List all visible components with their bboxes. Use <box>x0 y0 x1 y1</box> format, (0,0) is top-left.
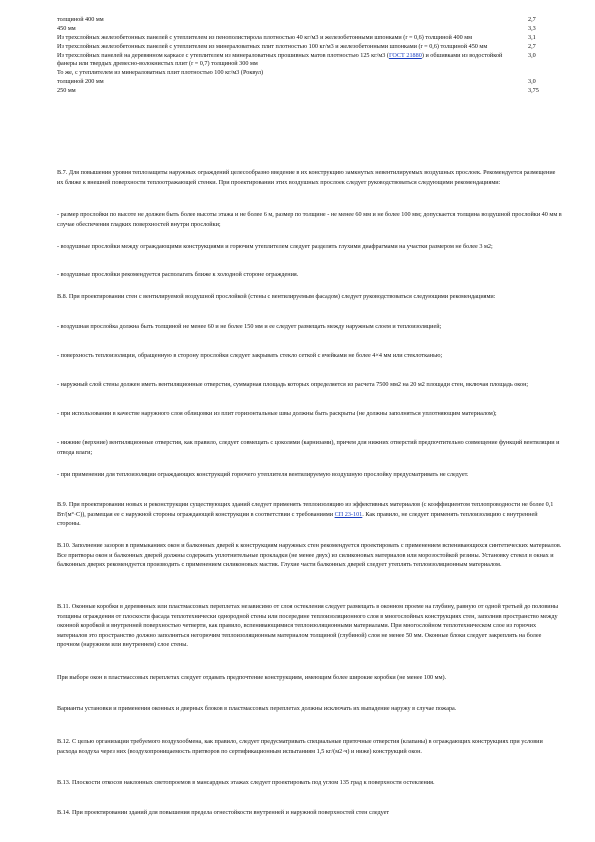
table-cell-value: 2,7 <box>528 16 536 23</box>
paragraph-b8: В.8. При проектировании стен с вентилируемой воздушной прослойкой (стены с вентилируемым фасадом) следует руководствоваться следующими рекомендациями: <box>57 293 496 300</box>
paragraph-b7-item1: - размер прослойки по высоте не должен быть более высоты этажа и не более 6 м, размер по толщине - не менее 60 мм и не более 100 мм; допускается толщина воздушной прослойки 40 мм в случае обеспечения гладких поверхностей внутри прослойки; <box>57 211 562 228</box>
sp-link[interactable]: СП 23-101 <box>334 510 363 518</box>
table-cell-value <box>522 69 562 78</box>
table-cell-description: толщиной 200 мм <box>57 78 104 85</box>
table-row <box>57 16 562 25</box>
paragraph-b7: В.7. Для повышения уровня теплозащиты наружных ограждений целесообразно введение в их конструкцию замкнутых невентилируемых воздушных прослоек. Рекомендуется размещение их ближе к внешней поверхности теплоотражающей стенки. При проектировании этих воздушных прослоек следует руководствоваться следующими рекомендациями: <box>57 169 556 186</box>
gost-link[interactable]: ГОСТ 21880 <box>388 52 422 59</box>
table-cell-value: 3,75 <box>528 87 539 94</box>
table-row <box>57 87 562 96</box>
table-row <box>57 43 562 52</box>
table-text: Из трехслойных панелей на деревянном каркасе с утеплителем из минераловатных прошивных матов плотностью 125 кг/м3 ( <box>57 52 389 59</box>
table-cell-description: То же, с утеплителем из минераловатных плит плотностью 100 кг/м3 (Роквул) <box>57 69 264 76</box>
resistance-table <box>57 16 562 96</box>
paragraph-text: . Как правило, не следует применять теплоизоляцию с внутренней стороны. <box>57 510 538 528</box>
paragraph-b8-item6: - при применении для теплоизоляции ограждающих конструкций горючего утеплителя вентилируемую воздушную прослойку предусматривать не следует. <box>57 471 469 478</box>
table-row <box>57 34 562 43</box>
table-cell-description <box>57 52 522 69</box>
table-cell-value: 2,7 <box>528 43 536 50</box>
paragraph-text: В.9. При проектировании новых и реконструкции существующих зданий следует применять теплоизоляцию из эффективных материалов (с коэффициентом теплопроводности не более 0,1 Вт/(м°·С)), размещая ее с наружной стороны ограждающей конструкции в соответствии с требованиями <box>57 501 554 518</box>
table-cell-description: Из трехслойных железобетонных панелей с утеплителем из пенополистирола плотностью 40 кг/м3 и железобетонными шпонками (r = 0,6) толщиной 400 мм <box>57 34 473 41</box>
paragraph-b9 <box>57 500 562 529</box>
paragraph-b10: В.10. Заполнение зазоров в примыканиях окон и балконных дверей к конструкциям наружных стен рекомендуется проектировать с применением вспенивающихся синтетических материалов. Все притворы окон и балконных дверей должны содержать уплотнительные прокладки (не менее двух) из силиконовых материалов или морозостойкой резины. Установку стекол в окнах и балконных дверях рекомендуется производить с применением силиконовых мастик. Глухие части балконных дверей следует утеплять теплоизоляционным материалом. <box>57 542 562 569</box>
paragraph-b8-item3: - наружный слой стены должен иметь вентиляционные отверстия, суммарная площадь которых определяется из расчета 7500 мм2 на 20 м2 площади стен, включая площадь окон; <box>57 381 529 388</box>
paragraph-b14: В.14. При проектировании зданий для повышения предела огнестойкости внутренней и наружной поверхностей стен следует <box>57 809 390 816</box>
table-cell-description: 450 мм <box>57 25 76 32</box>
table-cell-value: 3,3 <box>528 25 536 32</box>
paragraph-b8-item4: - при использовании в качестве наружного слоя облицовки из плит горизонтальные швы должны быть раскрыты (не должны заполняться уплотняющим материалом); <box>57 410 497 417</box>
table-cell-value: 3,0 <box>528 78 536 85</box>
paragraph-b8-item5: - нижние (верхние) вентиляционные отверстия, как правило, следует совмещать с цоколями (карнизами), причем для нижних отверстий предпочтительно совмещение функций вентиляции и отвода влаги; <box>57 439 560 456</box>
table-cell-value: 3,0 <box>528 52 536 59</box>
paragraph-b12: В.12. С целью организации требуемого воздухообмена, как правило, следует предусматривать специальные приточные отверстия (клапаны) в ограждающих конструкциях при условии расхода воздуха через них (воздухопроницаемость притворов по сертификационным испытаниям 1,5 кг/(м2·ч) и ниже) конструкций окон. <box>57 738 543 755</box>
table-cell-description: 250 мм <box>57 87 76 94</box>
table-row <box>57 52 562 69</box>
table-cell-value: 3,1 <box>528 34 536 41</box>
paragraph-b11: В.11. Оконные коробки в деревянных или пластмассовых переплетах независимо от слоя остекления следует размещать в оконном проеме на глубину, равную от одной третьей до половины толщины ограждения от плоскости фасада теплотехнически однородной стены или посередине теплоизоляционного слоя в многослойных конструкциях стен, заполнив пространство между оконной коробкой и внутренней поверхностью четверти, как правило, вспенивающимися теплоизоляционными материалами. При многослойном теплотехническом слое из горючих материалов это пространство должно заполняться негорючим теплоизоляционным материалом толщиной (глубиной) слоя не менее 50 мм. Оконные блоки следует закреплять на более прочном (наружном или внутреннем) слое стены. <box>57 603 559 649</box>
table-row <box>57 78 562 87</box>
paragraph-b8-item2: - поверхность теплоизоляции, обращенную в сторону прослойки следует закрывать стекло сеткой с ячейками не более 4×4 мм или стеклотканью; <box>57 352 443 359</box>
table-cell-description: Из трехслойных железобетонных панелей с утеплителем из минераловатных плит плотностью 100 кг/м3 и железобетонными шпонками (r = 0,6) толщиной 450 мм <box>57 43 488 50</box>
paragraph-b13: В.13. Плоскости откосов наклонных светопроемов в мансардных этажах следует проектировать под углом 135 град к поверхности остекления. <box>57 779 435 786</box>
paragraph-b7-item3: - воздушные прослойки рекомендуется располагать ближе к холодной стороне ограждения. <box>57 271 299 278</box>
table-cell-description: толщиной 400 мм <box>57 16 104 23</box>
table-row <box>57 25 562 34</box>
table-row <box>57 69 562 78</box>
paragraph-b8-item1: - воздушная прослойка должна быть толщиной не менее 60 и не более 150 мм и ее следует размещать между наружным слоем и теплоизоляцией; <box>57 323 442 330</box>
paragraph-b11-item2: Варианты установки и применения оконных и дверных блоков в пластмассовых переплетах должны исключать их выпадение наружу в случае пожара. <box>57 705 457 712</box>
table-text: ) и обшивками из водостойкой фанеры или твердых древесно-волокнистых плит (r = 0,7) толщиной 300 мм <box>57 52 503 67</box>
paragraph-b11-item1: При выборе окон в пластмассовых переплетах следует отдавать предпочтение конструкциям, имеющим более широкие коробки (не менее 100 мм). <box>57 674 447 681</box>
paragraph-b7-item2: - воздушные прослойки между ограждающими конструкциями и горючим утеплителем следует разделять глухими диафрагмами на участки размером не более 3 м2; <box>57 243 493 250</box>
